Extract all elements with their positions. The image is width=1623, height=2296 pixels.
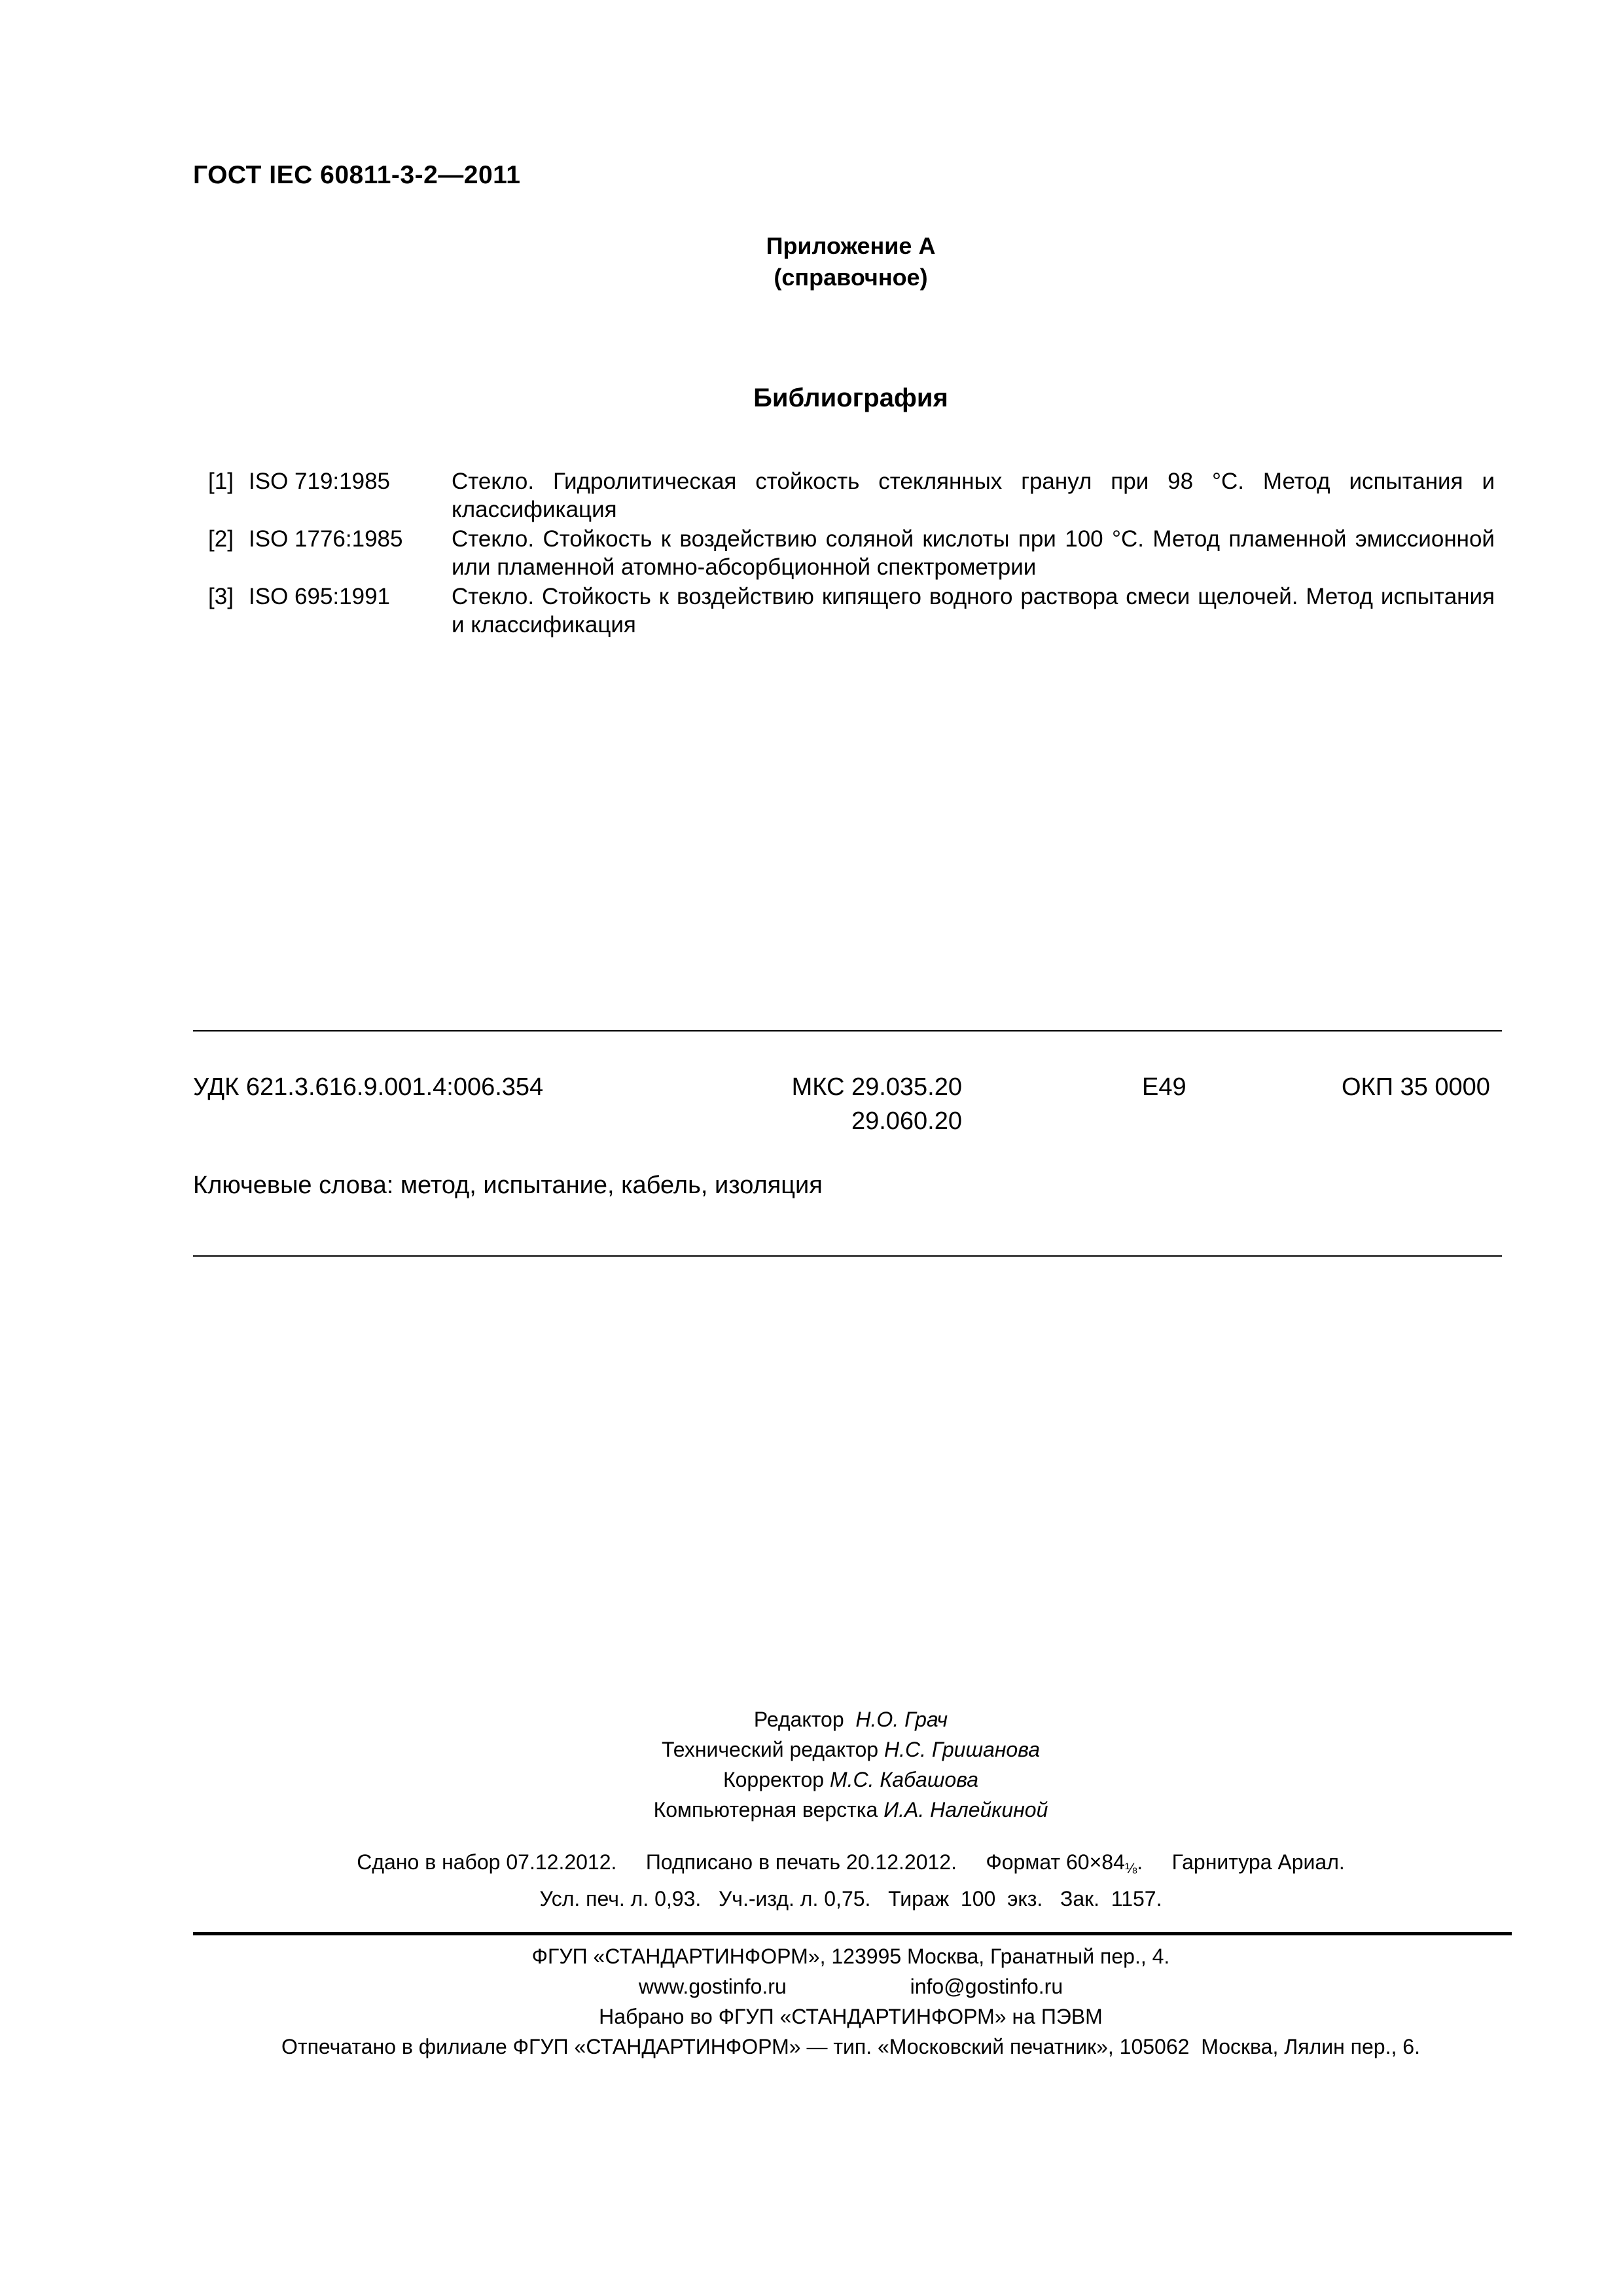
bibliography-number: [1] xyxy=(208,469,234,494)
bibliography-text: Стекло. Стойкость к воздействию кипящего водного раствора смеси щелочей. Метод испытания и классификация xyxy=(452,584,1495,637)
print-info-line-1: Сдано в набор 07.12.2012. Подписано в печать 20.12.2012. Формат 60×84⅛. Гарнитура Ариал. xyxy=(357,1850,1345,1876)
credit-layout: Компьютерная верстка И.А. Налейкиной xyxy=(653,1798,1048,1821)
keywords: Ключевые слова: метод, испытание, кабель, изоляция xyxy=(193,1172,823,1199)
bibliography-code: ISO 719:1985 xyxy=(249,469,390,494)
e-code: Е49 xyxy=(1142,1073,1186,1101)
bibliography-item xyxy=(208,583,1495,639)
publisher-website[interactable]: www.gostinfo.ru xyxy=(638,1975,787,1998)
bibliography-title: Библиография xyxy=(753,384,948,412)
credit-tech-editor: Технический редактор Н.С. Гришанова xyxy=(661,1738,1041,1761)
publisher-contacts xyxy=(0,1971,1623,2001)
publisher-email[interactable]: info@gostinfo.ru xyxy=(910,1975,1063,1998)
annex-heading xyxy=(0,230,1623,293)
bibliography-code: ISO 695:1991 xyxy=(249,584,390,609)
bibliography-number: [3] xyxy=(208,584,234,609)
print-info-line-2: Усл. печ. л. 0,93. Уч.-изд. л. 0,75. Тираж 100 экз. Зак. 1157. xyxy=(539,1887,1162,1910)
divider-thick xyxy=(193,1932,1512,1935)
bibliography-item xyxy=(208,467,1495,524)
credit-corrector: Корректор М.С. Кабашова xyxy=(722,1768,978,1791)
credits-block xyxy=(0,1704,1623,1825)
bibliography-text: Стекло. Гидролитическая стойкость стеклянных гранул при 98 °С. Метод испытания и классификация xyxy=(452,469,1495,522)
print-info xyxy=(0,1847,1623,1914)
divider xyxy=(193,1255,1502,1257)
publisher-printed: Отпечатано в филиале ФГУП «СТАНДАРТИНФОРМ» — тип. «Московский печатник», 105062 Москва, Лялин пер., 6. xyxy=(281,2035,1420,2058)
annex-subtitle: (справочное) xyxy=(774,264,928,291)
udk-code: УДК 621.3.616.9.001.4:006.354 xyxy=(193,1073,544,1101)
bibliography-item xyxy=(208,525,1495,581)
bibliography-text: Стекло. Стойкость к воздействию соляной кислоты при 100 °С. Метод пламенной эмиссионной или пламенной атомно-абсорбционной спектрометрии xyxy=(452,526,1495,580)
document-header: ГОСТ IEC 60811-3-2—2011 xyxy=(193,161,521,189)
annex-title: Приложение А xyxy=(766,232,936,259)
mks-code-2: 29.060.20 xyxy=(851,1107,962,1135)
bibliography-code: ISO 1776:1985 xyxy=(249,526,403,552)
bibliography-number: [2] xyxy=(208,526,234,552)
mks-code-1: МКС 29.035.20 xyxy=(791,1073,962,1101)
okp-code: ОКП 35 0000 xyxy=(1342,1073,1490,1101)
publisher-block xyxy=(0,1941,1623,2062)
publisher-typeset: Набрано во ФГУП «СТАНДАРТИНФОРМ» на ПЭВМ xyxy=(599,2005,1103,2028)
publisher-address: ФГУП «СТАНДАРТИНФОРМ», 123995 Москва, Гранатный пер., 4. xyxy=(531,1945,1170,1968)
divider xyxy=(193,1030,1502,1031)
credit-editor: Редактор Н.О. Грач xyxy=(753,1708,948,1731)
